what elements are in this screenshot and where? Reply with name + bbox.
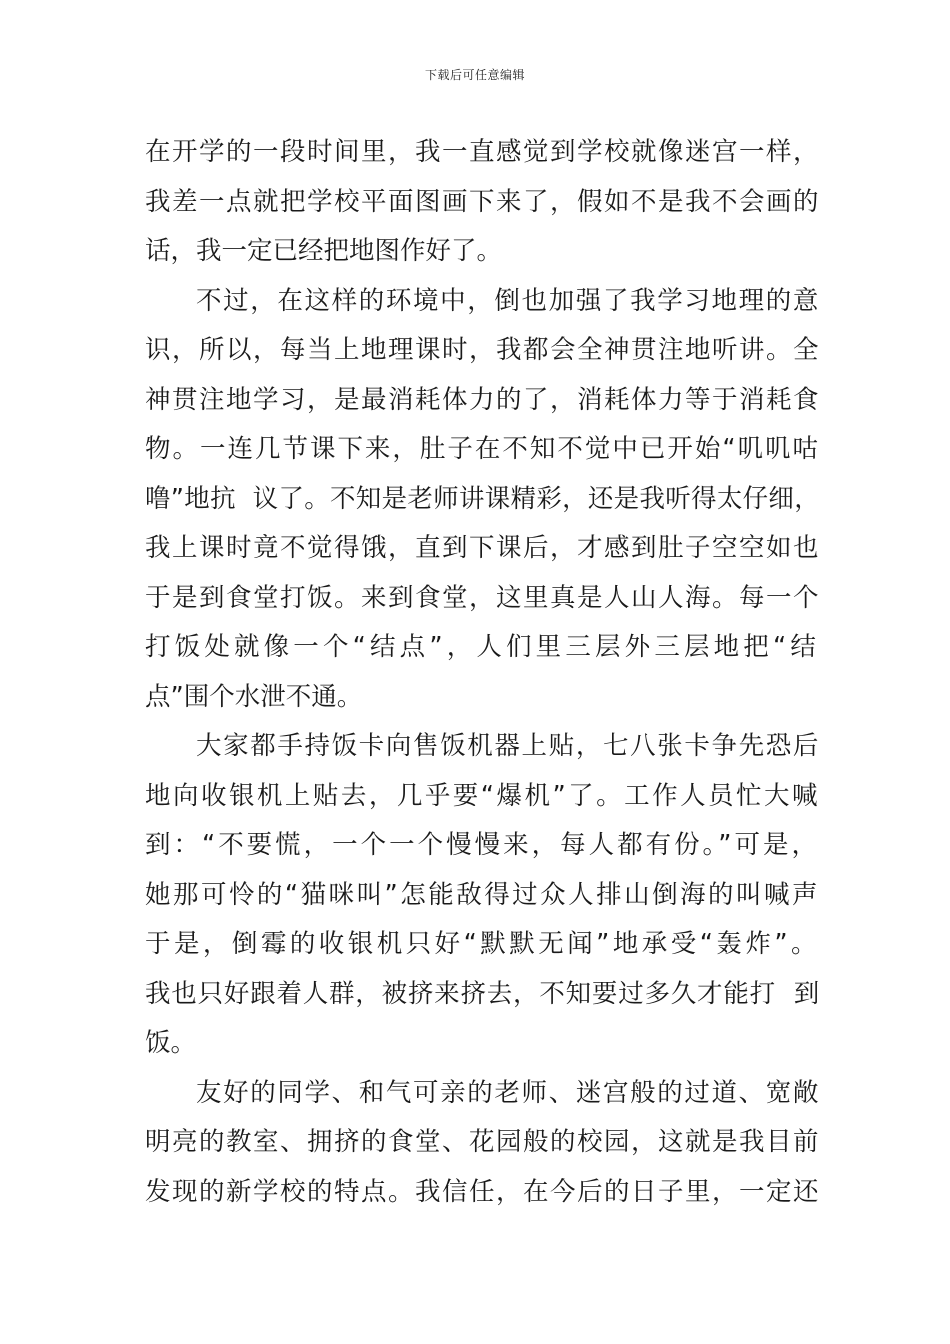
body-text [145, 128, 825, 1217]
text-line [145, 277, 825, 327]
text-line [145, 1118, 825, 1168]
text-line [145, 623, 825, 673]
text-line [145, 574, 825, 624]
text-line-content: 到：“不要慌，一个一个慢慢来，每人都有份。”可是， [145, 830, 820, 860]
text-line-content: 地向收银机上贴去，几乎要“爆机”了。工作人员忙大喊 [145, 780, 820, 811]
text-line [145, 722, 825, 772]
text-line-content: 饭。 [145, 1028, 197, 1058]
text-line [145, 1019, 825, 1069]
text-line [145, 376, 825, 426]
text-line [145, 673, 825, 723]
text-line [145, 425, 825, 475]
text-line-content: 她那可怜的“猫咪叫”怎能敌得过众人排山倒海的叫喊声 [145, 879, 820, 910]
text-line-content: 发现的新学校的特点。我信任，在今后的日子里，一定还 [145, 1176, 820, 1207]
text-line [145, 227, 825, 277]
text-line [145, 326, 825, 376]
text-line [145, 128, 825, 178]
text-line-content: 在开学的一段时间里，我一直感觉到学校就像迷宫一样， [145, 137, 820, 167]
text-line [145, 524, 825, 574]
text-line-content: 于是到食堂打饭。来到食堂，这里真是人山人海。每一个 [145, 582, 820, 613]
text-line-content: 话，我一定已经把地图作好了。 [145, 236, 503, 266]
text-line-content: 物。一连几节课下来，肚子在不知不觉中已开始“叽叽咕 [145, 434, 820, 464]
text-line [145, 920, 825, 970]
text-line [145, 475, 825, 525]
text-line-content: 于是，倒霉的收银机只好“默默无闻”地承受“轰炸”。 [145, 929, 820, 959]
text-line-content: 噜”地抗 议了。不知是老师讲课精彩，还是我听得太仔细， [145, 483, 820, 514]
text-line-content: 打饭处就像一个“结点”，人们里三层外三层地把“结 [145, 632, 820, 662]
text-line-content: 不过，在这样的环境中，倒也加强了我学习地理的意 [196, 285, 820, 316]
text-line-content: 识，所以，每当上地理课时，我都会全神贯注地听讲。全 [145, 335, 820, 365]
text-line [145, 772, 825, 822]
text-line-content: 我上课时竟不觉得饿，直到下课后，才感到肚子空空如也 [145, 533, 820, 563]
text-line-content: 大家都手持饭卡向售饭机器上贴，七八张卡争先恐后 [196, 731, 820, 761]
text-line-content: 友好的同学、和气可亲的老师、迷宫般的过道、宽敞 [196, 1077, 820, 1108]
text-line [145, 871, 825, 921]
text-line-content: 明亮的教室、拥挤的食堂、花园般的校园，这就是我目前 [145, 1127, 820, 1157]
text-line-content: 我差一点就把学校平面图画下来了，假如不是我不会画的 [145, 186, 820, 217]
text-line-content: 神贯注地学习，是最消耗体力的了，消耗体力等于消耗食 [145, 384, 820, 415]
text-line [145, 178, 825, 228]
text-line [145, 1069, 825, 1119]
text-line [145, 821, 825, 871]
text-line [145, 1168, 825, 1218]
text-line [145, 970, 825, 1020]
text-line-content: 点”围个水泄不通。 [145, 681, 363, 712]
page-header: 下载后可任意编辑 [424, 68, 525, 82]
text-line-content: 我也只好跟着人群，被挤来挤去，不知要过多久才能打 到 [145, 978, 820, 1009]
